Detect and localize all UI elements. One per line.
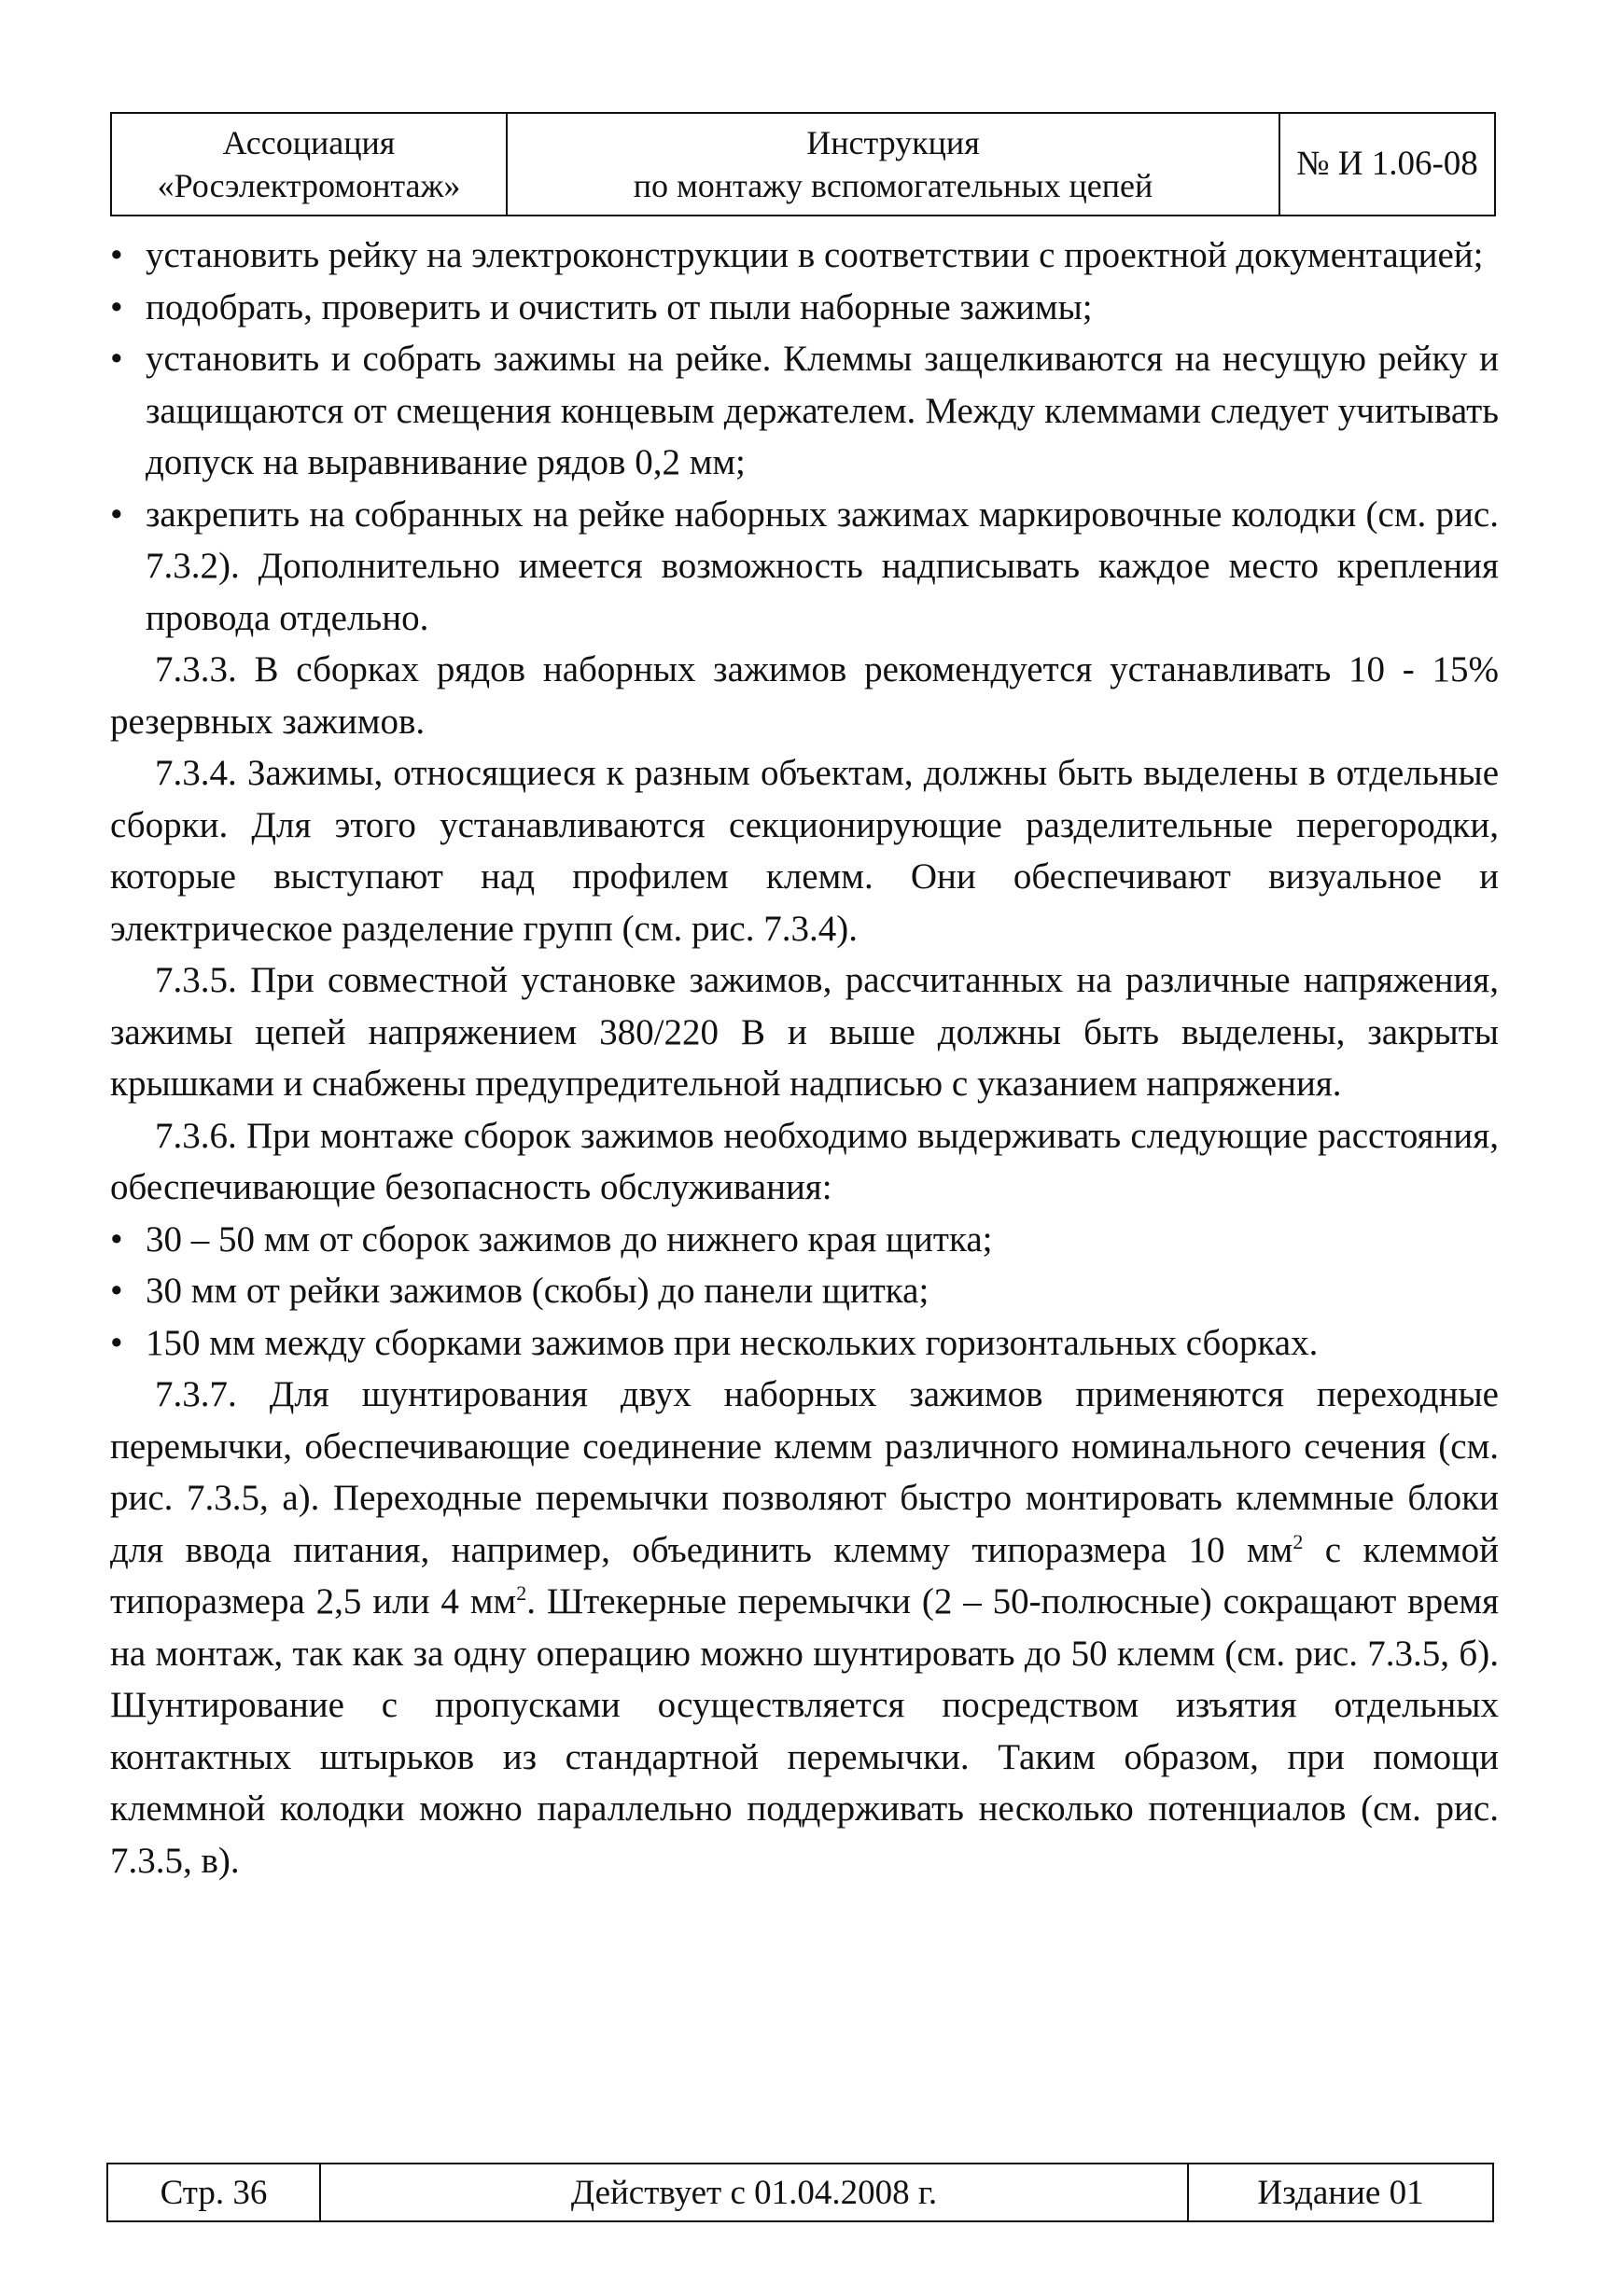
document-title-line1: Инструкция: [806, 124, 980, 161]
paragraph-7-3-4: 7.3.4. Зажимы, относящиеся к разным объектам, должны быть выделены в отдельные сборки. Для этого устанавливаются секционирующие разделительные перегородки, которые выступают над профилем клемм. Они обеспечивают визуальное и электрическое разделение групп (см. рис. 7.3.4).: [110, 753, 1499, 949]
edition-cell: [1189, 2164, 1492, 2220]
paragraph-7-3-5: 7.3.5. При совместной установке зажимов, рассчитанных на различные напряжения, зажимы цепей напряжением 380/220 В и выше должны быть выделены, закрыты крышками и снабжены предупредительной надписью с указанием напряжения.: [110, 960, 1499, 1104]
paragraph-7-3-3: 7.3.3. В сборках рядов наборных зажимов рекомендуется устанавливать 10 - 15% резервных зажимов.: [110, 649, 1499, 742]
document-title-cell: [508, 114, 1280, 215]
document-header-table: [110, 112, 1496, 216]
distance-item: • 30 мм от рейки зажимов (скобы) до панели щитка;: [110, 1265, 1499, 1317]
paragraph-7-3-6: 7.3.6. При монтаже сборок зажимов необходимо выдерживать следующие расстояния, обеспечивающие безопасность обслуживания:: [110, 1115, 1499, 1207]
page-number-cell: [108, 2164, 321, 2220]
distance-item: • 30 – 50 мм от сборок зажимов до нижнего края щитка;: [110, 1214, 1499, 1266]
organization-name-line2: «Росэлектромонтаж»: [157, 167, 461, 204]
document-footer-table: [106, 2163, 1494, 2222]
bullet-item: • установить рейку на электроконструкции в соответствии с проектной документацией;: [110, 230, 1499, 282]
organization-cell: [112, 114, 508, 215]
distance-item: • 150 мм между сборками зажимов при нескольких горизонтальных сборках.: [110, 1317, 1499, 1370]
bullet-item: • подобрать, проверить и очистить от пыли наборные зажимы;: [110, 282, 1499, 334]
page-number: Стр. 36: [160, 2173, 268, 2212]
paragraph-7-3-7-part1: 7.3.7. Для шунтирования двух наборных зажимов применяются переходные перемычки, обеспечивающие соединение клемм различного номинального сечения (см. рис. 7.3.5, а). Переходные перемычки позволяют быстро монтировать клеммные блоки для ввода питания, например, объединить клемму типоразмера 10 мм: [110, 1374, 1499, 1570]
paragraph-7-3-7-part3: . Штекерные перемычки (2 – 50-полюсные) сокращают время на монтаж, так как за одну операцию можно шунтировать до 50 клемм (см. рис. 7.3.5, б). Шунтирование с пропусками осуществляется посредством изъятия отдельных контактных штырьков из стандартной перемычки. Таким образом, при помощи клеммной колодки можно параллельно поддерживать несколько потенциалов (см. рис. 7.3.5, в).: [110, 1581, 1500, 1881]
document-number-cell: [1280, 114, 1494, 215]
bullet-item: • установить и собрать зажимы на рейке. Клеммы защелкиваются на несущую рейку и защищаются от смещения концевым держателем. Между клеммами следует учитывать допуск на выравнивание рядов 0,2 мм;: [110, 333, 1499, 489]
valid-from-date: Действует с 01.04.2008 г.: [570, 2173, 938, 2212]
superscript-2: 2: [1293, 1529, 1304, 1553]
document-body: [110, 230, 1499, 1886]
document-number: № И 1.06-08: [1296, 145, 1478, 183]
paragraph-7-3-7: [110, 1369, 1499, 1886]
organization-name-line1: Ассоциация: [222, 124, 396, 161]
document-title-line2: по монтажу вспомогательных цепей: [633, 167, 1153, 204]
edition-number: Издание 01: [1257, 2173, 1424, 2212]
bullet-item: • закрепить на собранных на рейке наборных зажимах маркировочные колодки (см. рис. 7.3.2). Дополнительно имеется возможность надписывать каждое место крепления провода отдельно.: [110, 489, 1499, 645]
valid-from-cell: [321, 2164, 1189, 2220]
superscript-2: 2: [516, 1581, 527, 1605]
paragraph-7-3-7-part2: с клеммой типоразмера 2,5 или 4 мм: [110, 1529, 1499, 1621]
